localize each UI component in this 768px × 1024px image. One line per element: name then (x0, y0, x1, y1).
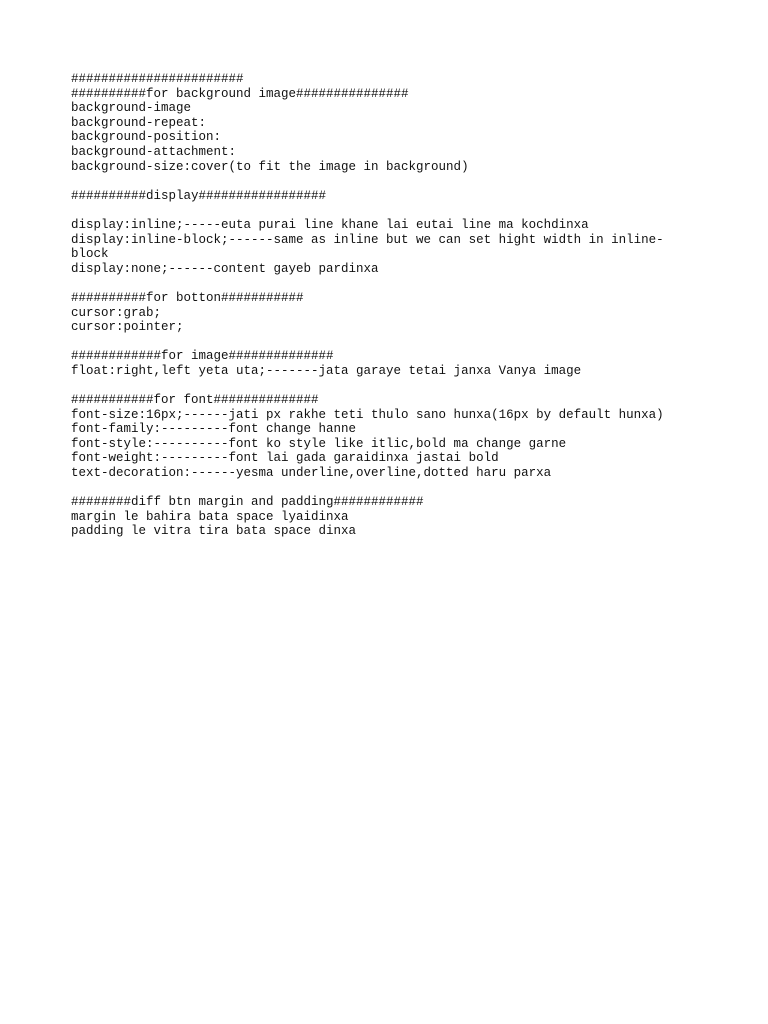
section-font (71, 393, 681, 481)
text-line: cursor:pointer; (71, 320, 184, 335)
section-button (71, 291, 681, 335)
text-line: background-repeat: (71, 115, 207, 130)
section-background (71, 72, 681, 174)
section-heading: ##########display################# (71, 188, 327, 203)
text-line: background-position: (71, 130, 222, 145)
section-heading: ##########for botton########### (71, 290, 304, 305)
text-line: font-size:16px;------jati px rakhe teti thulo sano hunxa(16px by default hunxa) (71, 407, 664, 422)
text-line: display:none;------content gayeb pardinxa (71, 261, 379, 276)
section-heading: ############for image############## (71, 349, 334, 364)
section-heading: ##########for background image############### (71, 86, 409, 101)
text-line: font-weight:---------font lai gada garaidinxa jastai bold (71, 451, 499, 466)
text-line: ####################### (71, 72, 244, 86)
text-line: text-decoration:------yesma underline,overline,dotted haru parxa (71, 466, 552, 481)
text-line: padding le vitra tira bata space dinxa (71, 524, 357, 539)
section-image (71, 349, 681, 378)
section-margin-padding (71, 495, 681, 539)
document-body (71, 72, 681, 554)
text-line: cursor:grab; (71, 305, 162, 320)
text-line: background-image (71, 101, 192, 116)
text-line: background-attachment: (71, 144, 237, 159)
text-line: display:inline-block;------same as inline but we can set hight width in inline- (71, 232, 664, 247)
section-heading: ###########for font############## (71, 393, 319, 408)
text-line: font-family:---------font change hanne (71, 422, 357, 437)
section-display (71, 189, 681, 277)
section-heading: ########diff btn margin and padding############ (71, 495, 424, 510)
text-line: margin le bahira bata space lyaidinxa (71, 509, 349, 524)
text-line: block (71, 247, 109, 262)
text-line: font-style:----------font ko style like itlic,bold ma change garne (71, 436, 567, 451)
blank-line (71, 203, 681, 218)
text-line: display:inline;-----euta purai line khane lai eutai line ma kochdinxa (71, 217, 589, 232)
text-line: float:right,left yeta uta;-------jata garaye tetai janxa Vanya image (71, 363, 582, 378)
text-line: background-size:cover(to fit the image in background) (71, 159, 469, 174)
